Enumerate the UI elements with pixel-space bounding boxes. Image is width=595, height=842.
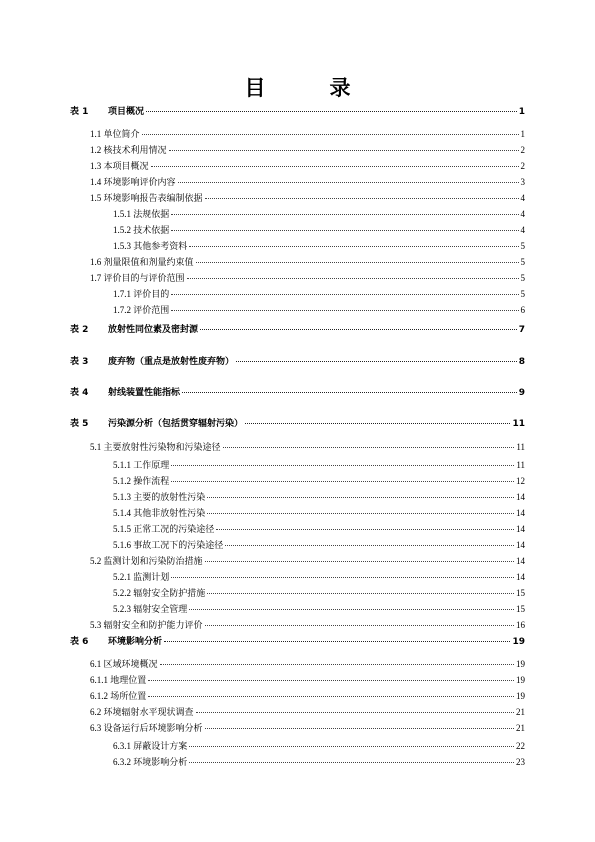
- toc-chapter-number: 表 1: [70, 107, 89, 117]
- toc-entry-text: 5.1.5 正常工况的污染途径: [113, 524, 215, 534]
- toc-entry[interactable]: [113, 240, 525, 252]
- toc-page-number: 5: [520, 273, 525, 283]
- toc-dot-leader: [151, 166, 519, 167]
- toc-dot-leader: [169, 150, 519, 151]
- toc-entry-label: [70, 636, 162, 648]
- toc-entry[interactable]: [90, 722, 525, 734]
- toc-dot-leader: [187, 278, 519, 279]
- toc-dot-leader: [171, 481, 514, 482]
- toc-entry-label: [113, 740, 187, 752]
- toc-entry-text: 1.7 评价目的与评价范围: [90, 273, 185, 283]
- toc-dot-leader: [146, 111, 517, 112]
- toc-entry[interactable]: [113, 587, 525, 599]
- toc-entry[interactable]: [113, 288, 525, 300]
- toc-dot-leader: [223, 447, 515, 448]
- toc-entry-label: [70, 106, 144, 118]
- toc-entry-text: 1.5.1 法规依据: [113, 209, 170, 219]
- toc-entry-label: [113, 288, 169, 300]
- toc-page-number: 7: [518, 325, 525, 335]
- toc-dot-leader: [178, 182, 519, 183]
- toc-entry-text: 5.1.2 操作流程: [113, 476, 170, 486]
- toc-entry-label: [90, 722, 203, 734]
- toc-entry-label: [70, 387, 180, 399]
- toc-entry-text: 1.4 环境影响评价内容: [90, 177, 176, 187]
- toc-page-number: 6: [520, 305, 525, 315]
- toc-entry-label: [90, 706, 194, 718]
- toc-page-number: 5: [520, 289, 525, 299]
- toc-entry-text: 1.1 单位简介: [90, 129, 140, 139]
- toc-entry-text: 6.3 设备运行后环境影响分析: [90, 723, 203, 733]
- toc-entry[interactable]: [113, 756, 525, 768]
- toc-entry-label: [90, 555, 203, 567]
- toc-entry-label: [113, 507, 205, 519]
- toc-entry-text: 污染源分析（包括贯穿辐射污染）: [108, 419, 244, 429]
- toc-page-number: 14: [516, 540, 525, 550]
- toc-page-number: 16: [516, 620, 525, 630]
- toc-entry[interactable]: [113, 523, 525, 535]
- toc-dot-leader: [207, 497, 514, 498]
- toc-entry-label: [90, 256, 194, 268]
- toc-dot-leader: [164, 641, 510, 642]
- toc-chapter-entry[interactable]: [70, 356, 525, 368]
- toc-entry[interactable]: [113, 475, 525, 487]
- toc-page-number: 2: [520, 145, 525, 155]
- toc-title-char-1: 目: [244, 76, 266, 100]
- toc-chapter-number: 表 4: [70, 388, 89, 398]
- toc-page-number: 8: [518, 357, 525, 367]
- toc-entry[interactable]: [90, 674, 525, 686]
- toc-chapter-number: 表 6: [70, 637, 89, 647]
- toc-entry-text: 5.1.3 主要的放射性污染: [113, 492, 206, 502]
- toc-entry-label: [90, 690, 146, 702]
- toc-dot-leader: [200, 329, 517, 330]
- toc-page-number: 11: [512, 419, 525, 429]
- toc-page-number: 5: [520, 257, 525, 267]
- toc-dot-leader: [205, 625, 514, 626]
- toc-chapter-entry[interactable]: [70, 324, 525, 336]
- toc-entry-text: 1.6 剂量限值和剂量约束值: [90, 257, 194, 267]
- toc-entry[interactable]: [113, 740, 525, 752]
- toc-entry-text: 1.5.3 其他参考资料: [113, 241, 188, 251]
- toc-entry-label: [113, 587, 205, 599]
- toc-dot-leader: [142, 134, 519, 135]
- toc-page-number: 9: [518, 388, 525, 398]
- toc-entry-text: 环境影响分析: [108, 637, 163, 647]
- toc-dot-leader: [148, 696, 514, 697]
- toc-entry-text: 废弃物（重点是放射性废弃物）: [108, 357, 235, 367]
- toc-title-char-2: 录: [329, 76, 351, 100]
- toc-entry-label: [113, 459, 169, 471]
- toc-page-number: 19: [516, 691, 525, 701]
- toc-page-number: 14: [516, 524, 525, 534]
- toc-page-number: 11: [516, 460, 525, 470]
- toc-entry[interactable]: [113, 224, 525, 236]
- toc-chapter-entry[interactable]: [70, 387, 525, 399]
- toc-dot-leader: [160, 664, 514, 665]
- toc-chapter-number: 表 5: [70, 419, 89, 429]
- toc-page-number: 11: [516, 442, 525, 452]
- toc-entry-text: 放射性同位素及密封源: [108, 325, 199, 335]
- toc-entry-label: [90, 128, 140, 140]
- toc-chapter-entry[interactable]: [70, 106, 525, 118]
- toc-entry-label: [90, 272, 185, 284]
- toc-dot-leader: [205, 561, 514, 562]
- toc-page-number: 14: [516, 572, 525, 582]
- toc-entry-text: 5.1.6 事故工况下的污染途径: [113, 540, 224, 550]
- toc-entry-label: [90, 658, 158, 670]
- toc-entry-label: [90, 619, 203, 631]
- toc-entry-text: 1.7.2 评价范围: [113, 305, 170, 315]
- toc-entry-text: 5.2.2 辐射安全防护措施: [113, 588, 206, 598]
- toc-entry-label: [113, 304, 169, 316]
- toc-page-number: 4: [520, 209, 525, 219]
- toc-entry[interactable]: [113, 507, 525, 519]
- toc-entry-label: [113, 756, 187, 768]
- toc-entry[interactable]: [113, 603, 525, 615]
- toc-entry-label: [90, 192, 203, 204]
- toc-entry-text: 5.2 监测计划和污染防治措施: [90, 556, 203, 566]
- toc-entry-label: [113, 475, 169, 487]
- toc-page-number: 2: [520, 161, 525, 171]
- toc-dot-leader: [148, 680, 514, 681]
- toc-page-number: 14: [516, 492, 525, 502]
- toc-entry[interactable]: [90, 192, 525, 204]
- toc-dot-leader: [245, 423, 510, 424]
- toc-entry-text: 1.3 本项目概况: [90, 161, 149, 171]
- toc-dot-leader: [236, 361, 517, 362]
- toc-entry-text: 5.1.1 工作原理: [113, 460, 170, 470]
- toc-chapter-number: 表 2: [70, 325, 89, 335]
- toc-entry-label: [113, 571, 169, 583]
- toc-entry[interactable]: [90, 256, 525, 268]
- toc-entry-text: 6.1.1 地理位置: [90, 675, 147, 685]
- toc-entry[interactable]: [113, 539, 525, 551]
- toc-entry-label: [90, 144, 167, 156]
- toc-dot-leader: [225, 545, 514, 546]
- toc-entry-text: 6.3.1 屏蔽设计方案: [113, 741, 188, 751]
- toc-page-number: 19: [516, 659, 525, 669]
- toc-page-number: 15: [516, 588, 525, 598]
- toc-entry[interactable]: [90, 144, 525, 156]
- toc-dot-leader: [196, 712, 514, 713]
- toc-dot-leader: [205, 198, 519, 199]
- toc-entry-label: [113, 224, 169, 236]
- toc-page-number: 23: [516, 757, 525, 767]
- toc-dot-leader: [189, 746, 514, 747]
- toc-page-number: 19: [512, 637, 525, 647]
- toc-dot-leader: [182, 392, 517, 393]
- toc-dot-leader: [196, 262, 519, 263]
- toc-entry-label: [113, 523, 214, 535]
- toc-entry-text: 6.2 环境辐射水平现状调查: [90, 707, 194, 717]
- toc-page-number: 1: [520, 129, 525, 139]
- toc-entry-text: 射线装置性能指标: [108, 388, 181, 398]
- toc-entry[interactable]: [90, 690, 525, 702]
- toc-entry-text: 5.2.3 辐射安全管理: [113, 604, 188, 614]
- toc-entry-label: [70, 324, 198, 336]
- toc-entry[interactable]: [90, 619, 525, 631]
- toc-entry-label: [90, 176, 176, 188]
- toc-entry[interactable]: [90, 555, 525, 567]
- toc-page-number: 12: [516, 476, 525, 486]
- toc-page-number: 22: [516, 741, 525, 751]
- toc-dot-leader: [189, 246, 518, 247]
- toc-dot-leader: [189, 762, 514, 763]
- toc-dot-leader: [205, 728, 514, 729]
- toc-page-number: 4: [520, 193, 525, 203]
- toc-page-number: 19: [516, 675, 525, 685]
- toc-title: [0, 72, 595, 102]
- toc-entry[interactable]: [113, 571, 525, 583]
- toc-entry-text: 6.3.2 环境影响分析: [113, 757, 188, 767]
- toc-page-number: 14: [516, 556, 525, 566]
- toc-entry[interactable]: [90, 176, 525, 188]
- toc-dot-leader: [171, 577, 514, 578]
- toc-entry-text: 5.2.1 监测计划: [113, 572, 170, 582]
- toc-page-number: 21: [516, 707, 525, 717]
- toc-dot-leader: [189, 609, 514, 610]
- toc-entry[interactable]: [113, 304, 525, 316]
- toc-dot-leader: [207, 593, 514, 594]
- toc-entry-label: [113, 539, 223, 551]
- toc-page-number: 3: [520, 177, 525, 187]
- toc-entry-text: 项目概况: [108, 107, 145, 117]
- toc-chapter-number: 表 3: [70, 357, 89, 367]
- toc-entry[interactable]: [90, 706, 525, 718]
- toc-chapter-entry[interactable]: [70, 636, 525, 648]
- toc-entry-text: 5.1 主要放射性污染物和污染途径: [90, 442, 221, 452]
- toc-entry[interactable]: [113, 491, 525, 503]
- toc-page-number: 4: [520, 225, 525, 235]
- toc-entry-label: [70, 418, 243, 430]
- toc-entry-label: [113, 603, 187, 615]
- toc-entry-label: [113, 208, 169, 220]
- toc-entry[interactable]: [113, 459, 525, 471]
- toc-entry-label: [113, 491, 205, 503]
- toc-entry[interactable]: [90, 272, 525, 284]
- toc-entry-label: [113, 240, 187, 252]
- toc-dot-leader: [171, 465, 514, 466]
- toc-dot-leader: [171, 310, 518, 311]
- toc-entry-text: 5.3 辐射安全和防护能力评价: [90, 620, 203, 630]
- toc-entry[interactable]: [90, 128, 525, 140]
- toc-dot-leader: [171, 214, 518, 215]
- toc-entry-text: 1.5.2 技术依据: [113, 225, 170, 235]
- toc-entry-text: 5.1.4 其他非放射性污染: [113, 508, 206, 518]
- toc-entry-text: 6.1 区域环境概况: [90, 659, 158, 669]
- toc-dot-leader: [171, 230, 518, 231]
- toc-entry-label: [90, 441, 221, 453]
- toc-page-number: 21: [516, 723, 525, 733]
- toc-entry-label: [90, 160, 149, 172]
- toc-dot-leader: [216, 529, 514, 530]
- toc-entry-text: 1.2 核技术利用情况: [90, 145, 167, 155]
- toc-entry-label: [90, 674, 146, 686]
- toc-entry[interactable]: [90, 160, 525, 172]
- toc-entry-text: 1.7.1 评价目的: [113, 289, 170, 299]
- toc-dot-leader: [207, 513, 514, 514]
- toc-page-number: 14: [516, 508, 525, 518]
- toc-entry[interactable]: [113, 208, 525, 220]
- toc-dot-leader: [171, 294, 518, 295]
- toc-page-number: 1: [518, 107, 525, 117]
- toc-chapter-entry[interactable]: [70, 418, 525, 430]
- toc-page-number: 5: [520, 241, 525, 251]
- toc-entry-label: [70, 356, 234, 368]
- toc-entry-text: 1.5 环境影响报告表编制依据: [90, 193, 203, 203]
- toc-entry[interactable]: [90, 658, 525, 670]
- toc-entry-text: 6.1.2 场所位置: [90, 691, 147, 701]
- toc-page-number: 15: [516, 604, 525, 614]
- toc-entry[interactable]: [90, 441, 525, 453]
